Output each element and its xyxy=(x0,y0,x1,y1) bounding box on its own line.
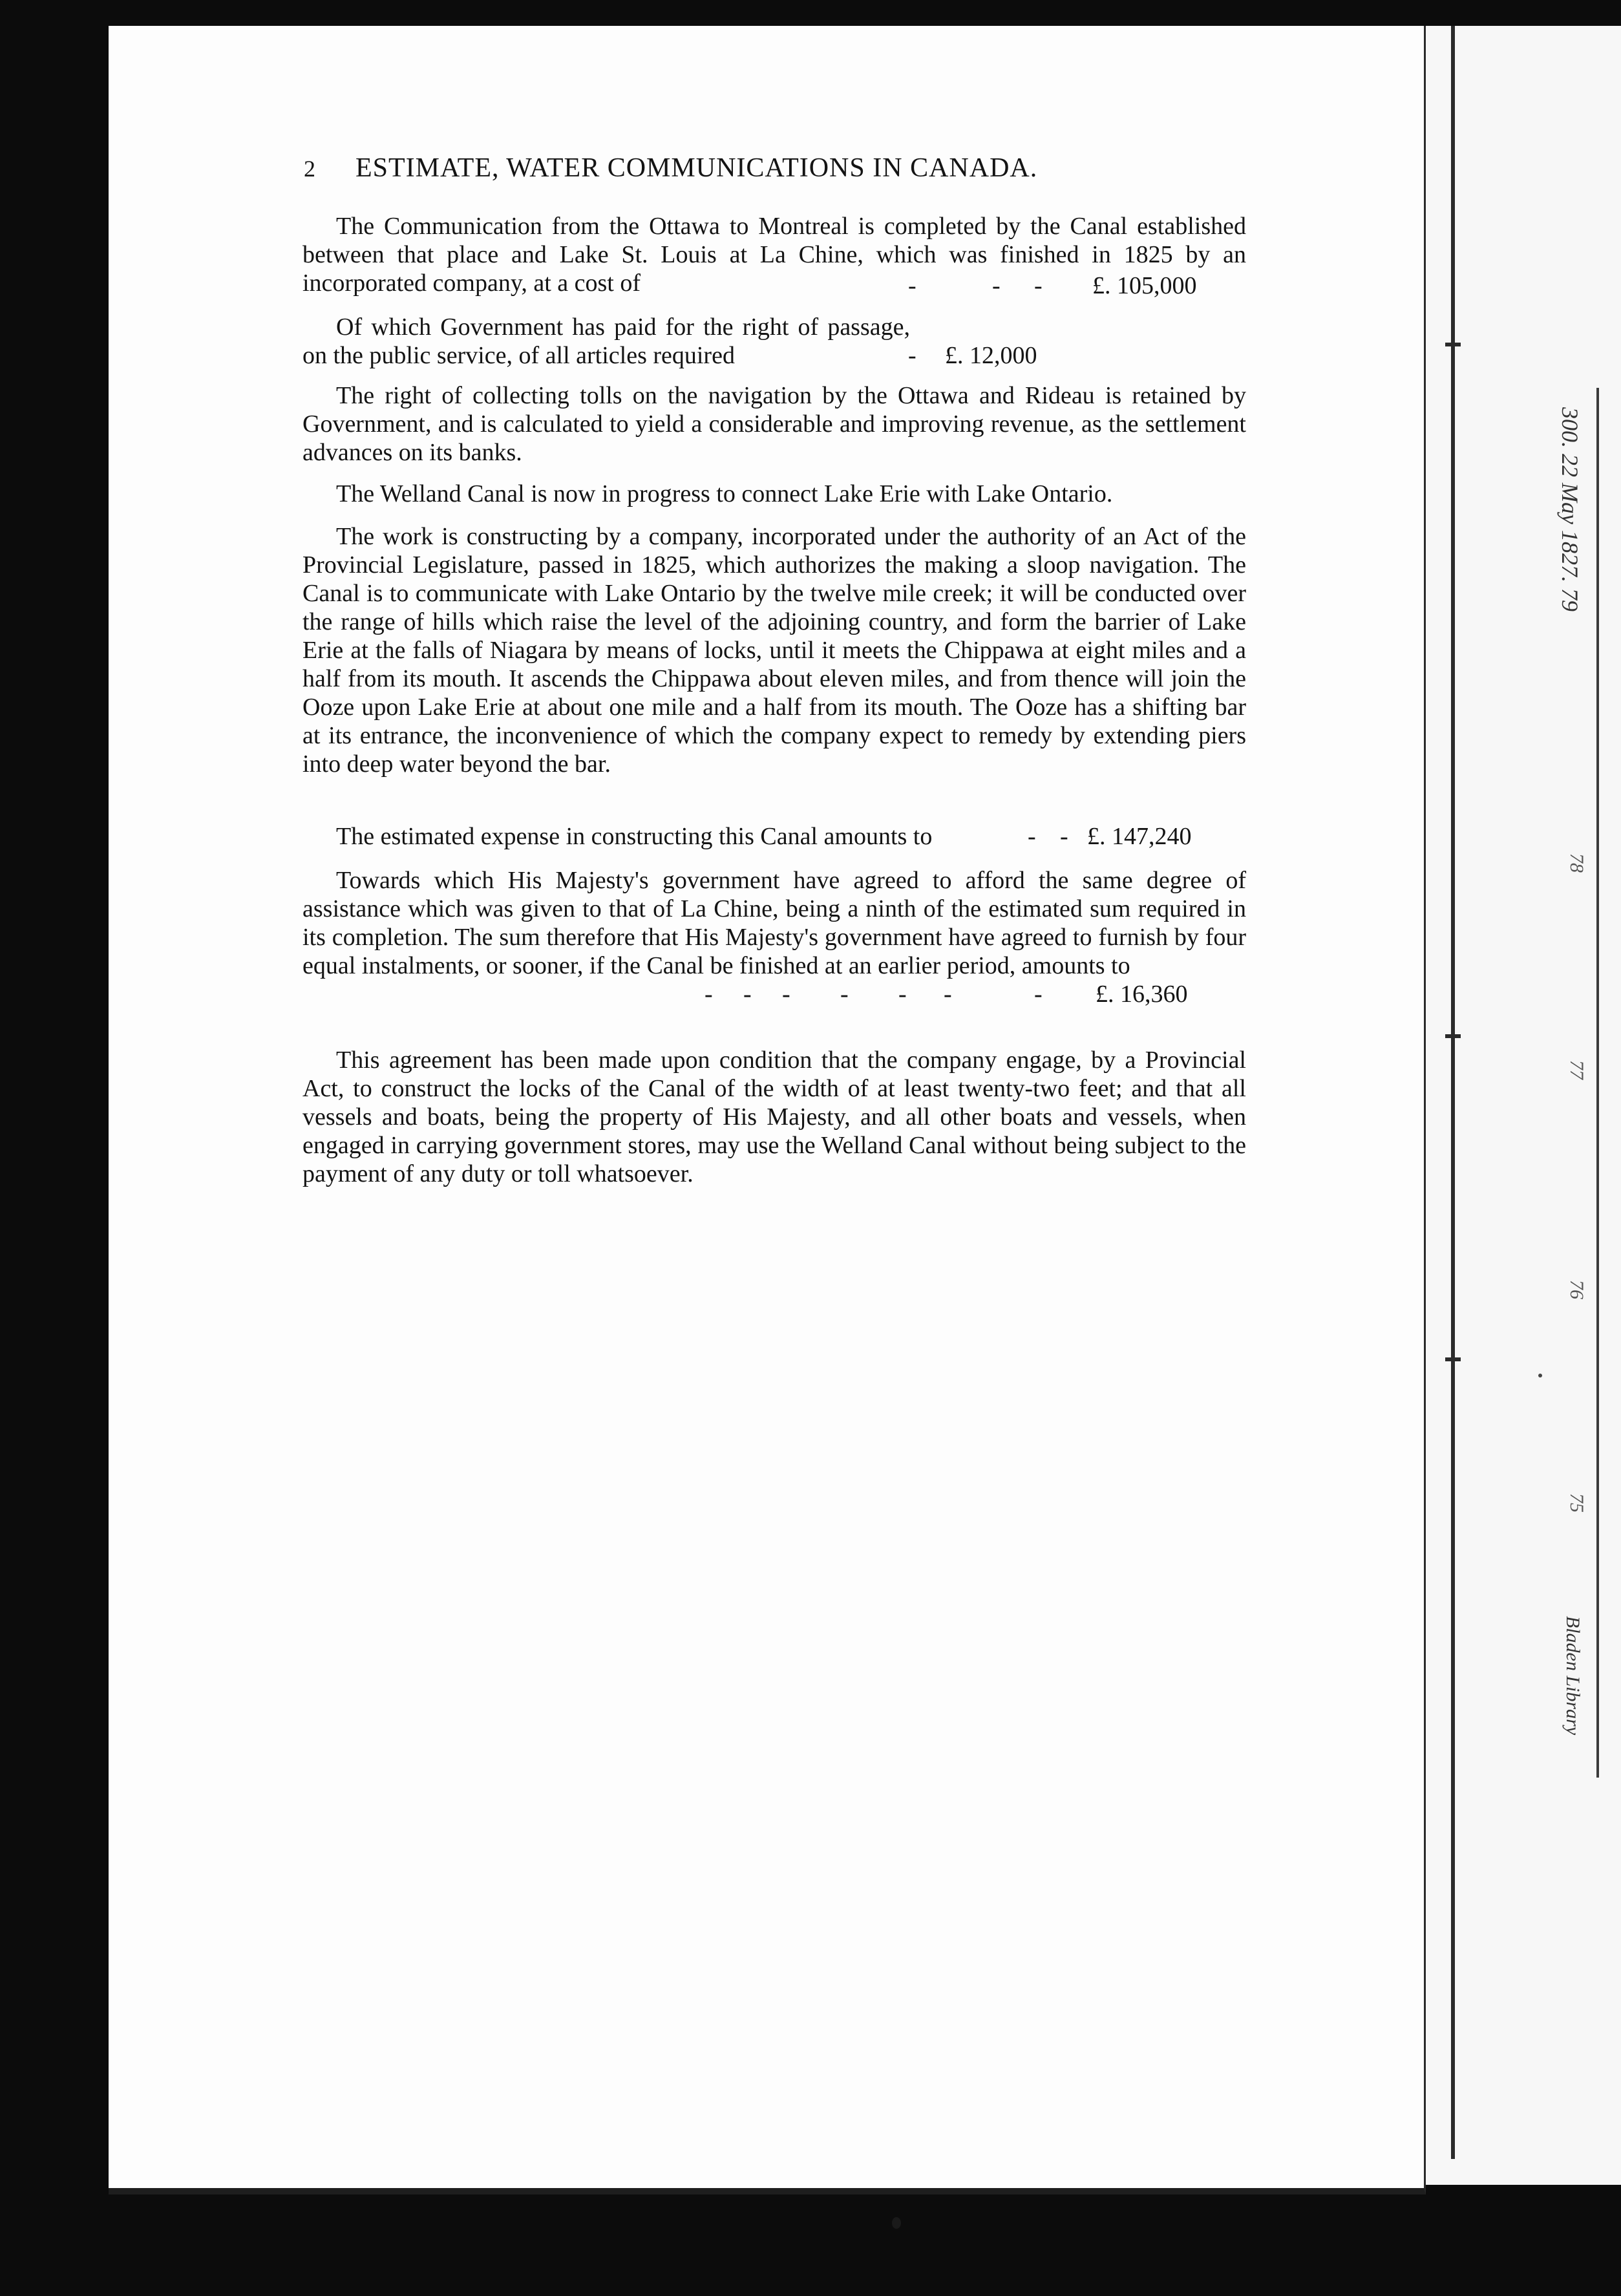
paragraph: Of which Government has paid for the right of passage, on the public service, of all articles required xyxy=(302,314,910,369)
margin-note: 300. 22 May 1827. 79 xyxy=(1557,407,1583,611)
paragraph: The work is constructing by a company, incorporated under the authority of an Act of the Provincial Legislature, passed in 1825, which authorizes the making a sloop navigation. The Canal is to communicate with Lake Ontario by the twelve mile creek; it will be conducted over the range of hills which raise the level of the adjoining country, and form the barrier of Lake Erie at the falls of Niagara by means of locks, until it meets the Chippawa at eight miles and a half from its mouth. It ascends the Chippawa about eleven miles, and from thence will join the Ooze upon Lake Erie at about one mile and a half from its mouth. The Ooze has a shifting bar at its entrance, the inconvenience of which the company expect to remedy by extending piers into deep water beyond the bar. xyxy=(302,523,1246,778)
map-border xyxy=(1596,388,1599,1778)
amount: £. 16,360 xyxy=(1096,981,1188,1008)
margin-tick: 75 xyxy=(1566,1493,1587,1513)
margin-bottom-note: Bladen Library xyxy=(1562,1616,1584,1736)
scan-border-bottom xyxy=(0,2185,1621,2296)
paragraph: The Communication from the Ottawa to Montreal is completed by the Canal established between that place and Lake St. Louis at La Chine, which was finished in 1825 by an incorporated company, at a cost of xyxy=(302,213,1246,297)
fold-tick xyxy=(1445,1357,1461,1361)
scan-speck xyxy=(892,2217,901,2229)
paragraph: The estimated expense in constructing this Canal amounts to xyxy=(336,823,933,850)
margin-tick: 78 xyxy=(1566,853,1587,873)
paragraph: This agreement has been made upon condition that the company engage, by a Provincial Act, to construct the locks of the Canal of the width of at least twenty-two feet; and that all vessels and boats, being the property of His Majesty, and all other boats and vessels, when engaged in carrying government stores, may use the Welland Canal without being subject to the payment of any duty or toll whatsoever. xyxy=(302,1047,1246,1187)
paragraph: The right of collecting tolls on the navigation by the Ottawa and Rideau is retained by Government, and is calculated to yield a considerable and improving revenue, as the settlement advances on its banks. xyxy=(302,382,1246,466)
scan-border-left xyxy=(0,0,109,2296)
facing-page xyxy=(1426,26,1621,2185)
page-number: 2 xyxy=(304,156,316,182)
fold-tick xyxy=(1445,1034,1461,1038)
amount: £. 105,000 xyxy=(1092,272,1197,299)
scan-border-top xyxy=(0,0,1621,26)
page-header xyxy=(304,153,1163,184)
margin-tick: 76 xyxy=(1566,1280,1587,1299)
fold-tick xyxy=(1445,343,1461,346)
amount: £. 12,000 xyxy=(945,342,1037,369)
paragraph: Towards which His Majesty's government have agreed to afford the same degree of assistance which was given to that of La Chine, being a ninth of the estimated sum required in its completion. The sum therefore that His Majesty's government have agreed to furnish by four equal instalments, or sooner, if the Canal be finished at an earlier period, amounts to xyxy=(302,867,1246,979)
paragraph: The Welland Canal is now in progress to connect Lake Erie with Lake Ontario. xyxy=(336,480,1113,507)
scan-speck xyxy=(1538,1374,1542,1377)
amount: £. 147,240 xyxy=(1087,823,1192,850)
margin-tick: 77 xyxy=(1566,1060,1587,1079)
page-title: ESTIMATE, WATER COMMUNICATIONS IN CANADA. xyxy=(355,153,1038,183)
